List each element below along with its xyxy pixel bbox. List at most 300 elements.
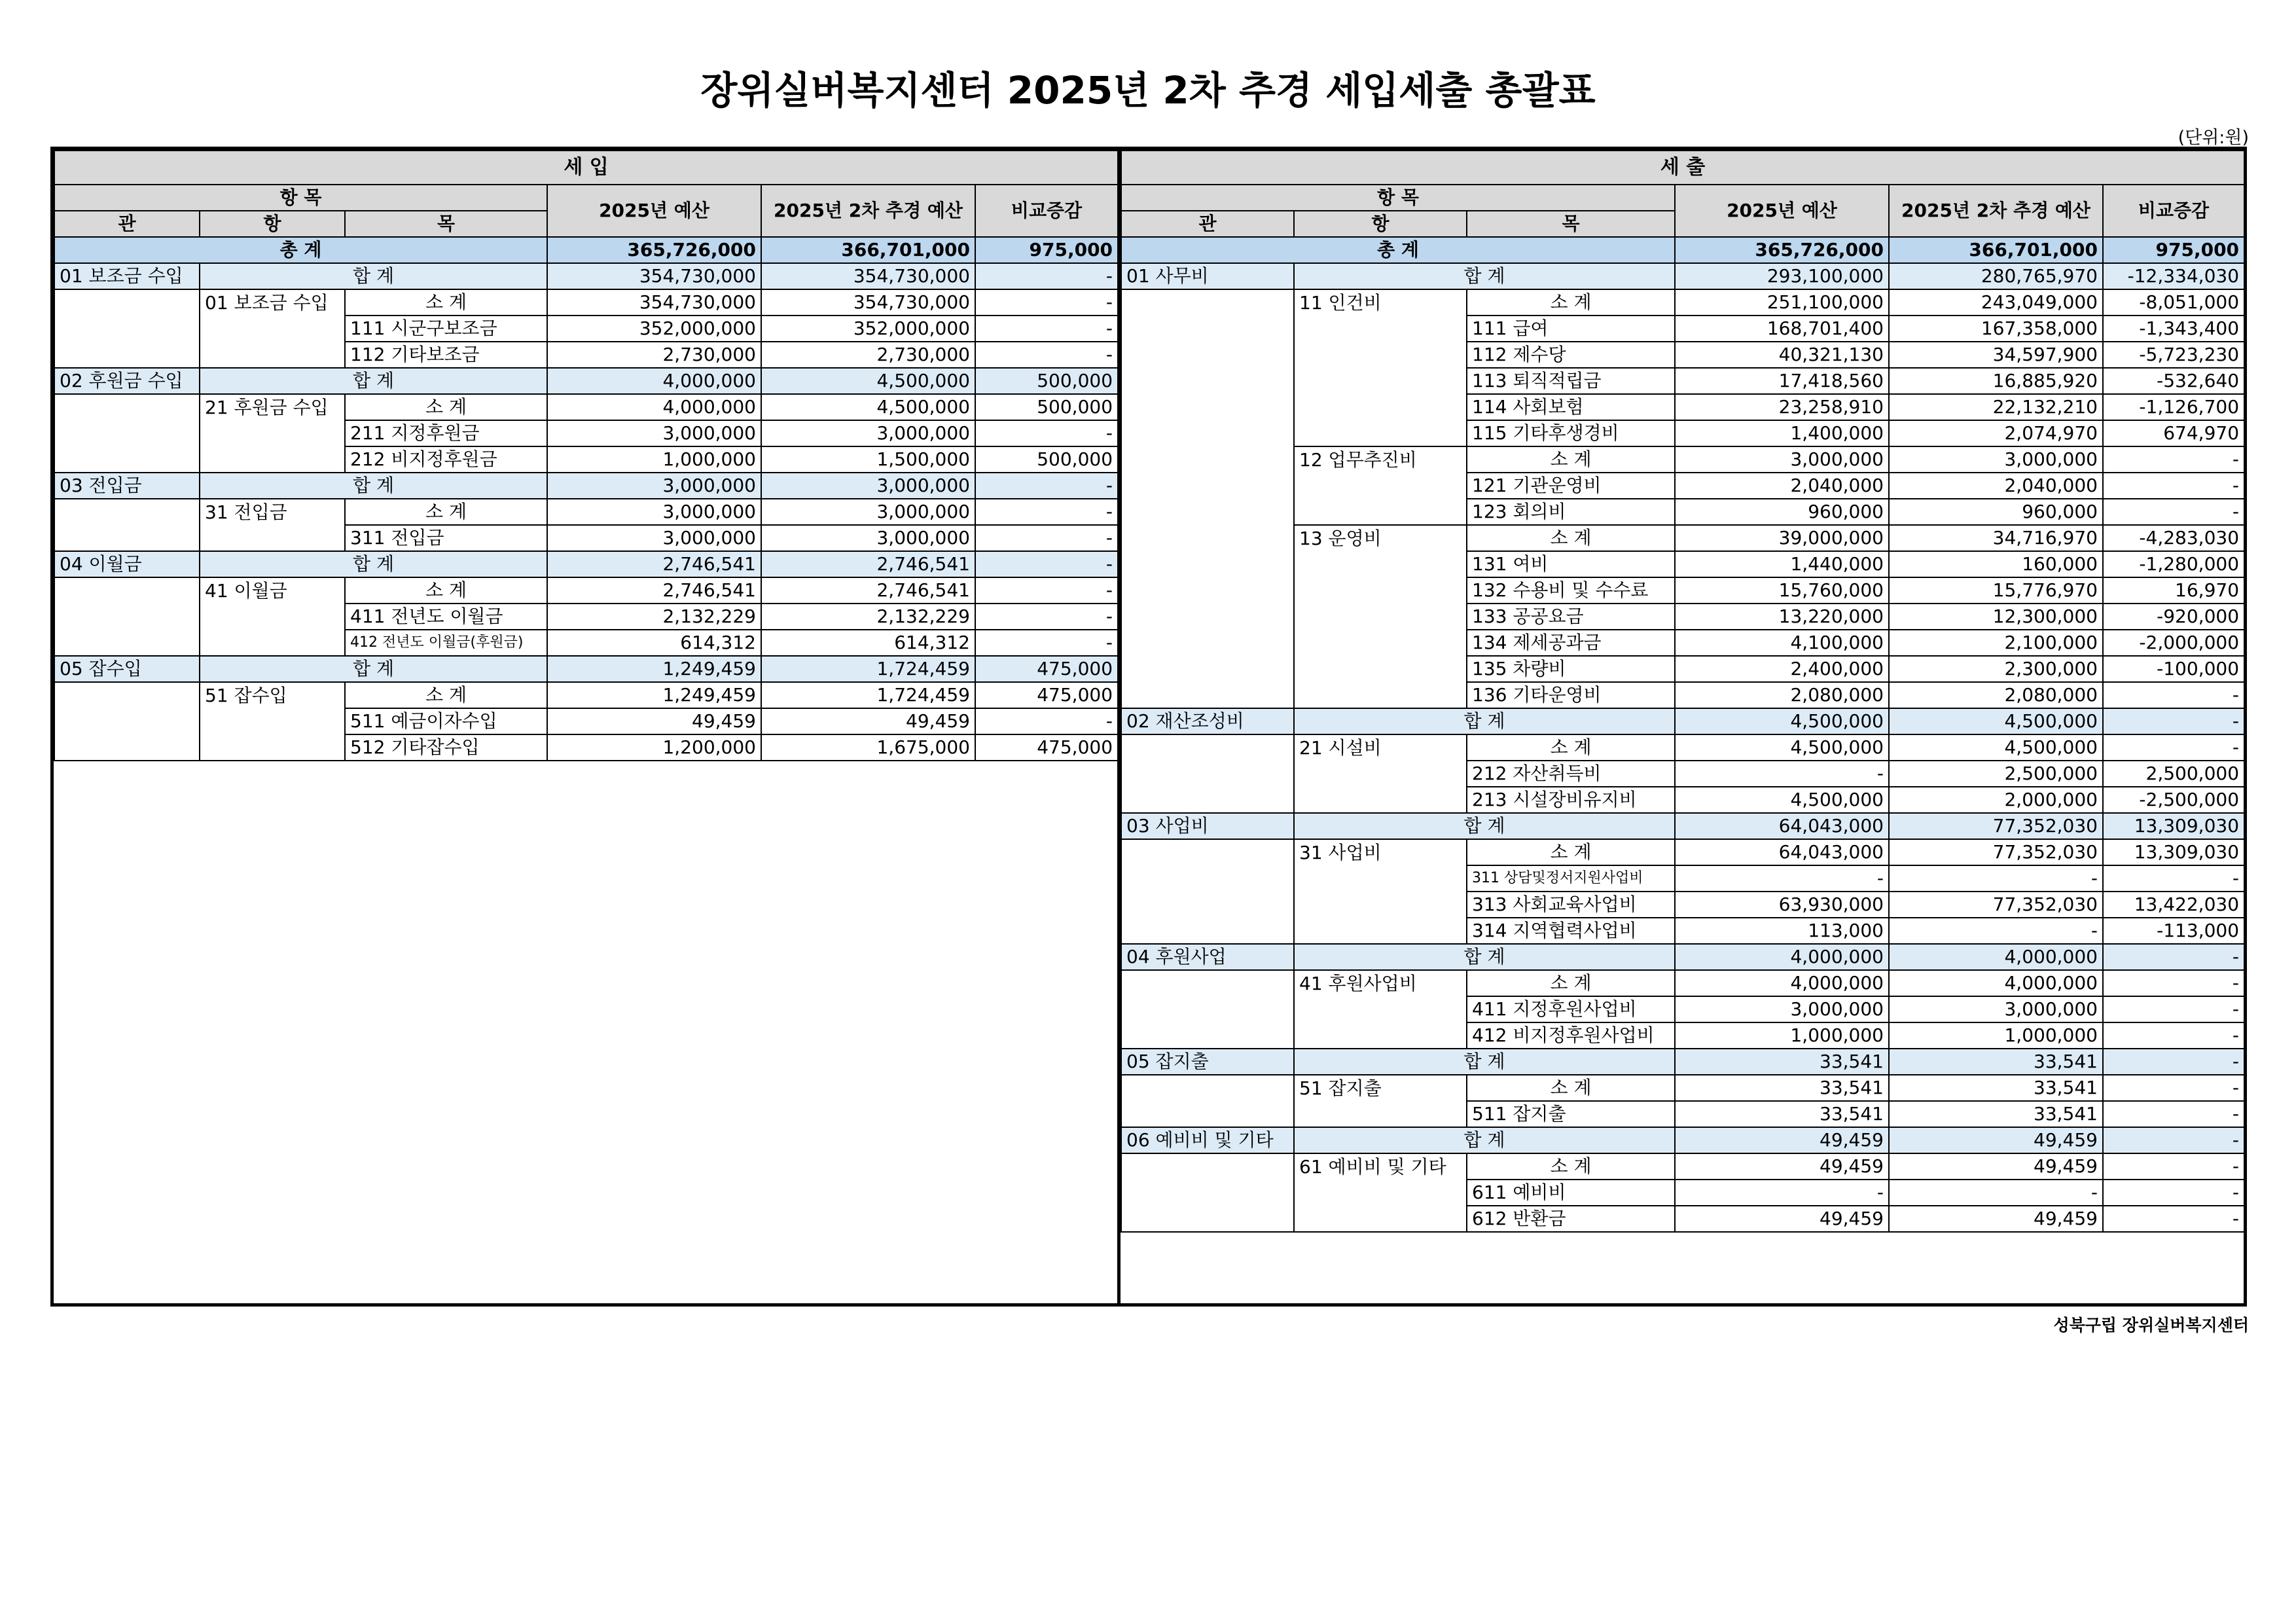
budget-cell: 1,249,459 (547, 682, 761, 708)
sogye-label: 소 계 (1467, 289, 1675, 316)
diff-cell: - (975, 289, 1118, 316)
mok-cell: 511 잡지출 (1467, 1101, 1675, 1127)
budget-cell: - (1675, 1180, 1889, 1206)
diff-cell: -4,283,030 (2103, 525, 2244, 551)
hang-blank-cell (1294, 1180, 1467, 1206)
table-row (54, 316, 1118, 342)
budget-cell: 4,500,000 (1675, 708, 1889, 734)
hapgye-label: 합 계 (1294, 263, 1675, 289)
hang-cell: 51 잡지출 (1294, 1075, 1467, 1101)
revised-cell: 1,000,000 (1889, 1022, 2103, 1049)
budget-cell: 293,100,000 (1675, 263, 1889, 289)
budget-cell: 39,000,000 (1675, 525, 1889, 551)
sogye-label: 소 계 (1467, 734, 1675, 761)
table-row (54, 368, 1118, 394)
mok-cell: 411 전년도 이월금 (345, 604, 547, 630)
gwan-header: 관 (54, 211, 200, 237)
diff-cell: - (975, 525, 1118, 551)
table-row (1121, 316, 2244, 342)
revised-cell: 33,541 (1889, 1101, 2103, 1127)
hang-blank-cell (1294, 342, 1467, 368)
gwan-blank-cell (54, 289, 200, 316)
table-row (1121, 525, 2244, 551)
budget-cell: 1,200,000 (547, 734, 761, 761)
gwan-blank-cell (54, 577, 200, 604)
table-row (54, 394, 1118, 420)
sogye-label: 소 계 (1467, 839, 1675, 865)
table-row (1121, 473, 2244, 499)
revenue-table (54, 150, 1119, 761)
diff-cell: 674,970 (2103, 420, 2244, 446)
total-diff: 975,000 (975, 237, 1118, 263)
table-row (1121, 787, 2244, 813)
diff-cell: -100,000 (2103, 656, 2244, 682)
gwan-blank-cell (1121, 577, 1294, 604)
hapgye-label: 합 계 (200, 551, 547, 577)
budget-cell: 23,258,910 (1675, 394, 1889, 420)
table-row (54, 604, 1118, 630)
diff-cell: - (2103, 1022, 2244, 1049)
table-row (1121, 1180, 2244, 1206)
gwan-blank-cell (54, 604, 200, 630)
sogye-label: 소 계 (1467, 525, 1675, 551)
revised-cell: 243,049,000 (1889, 289, 2103, 316)
revised-cell: - (1889, 865, 2103, 892)
revised-cell: 34,597,900 (1889, 342, 2103, 368)
revised-cell: 2,100,000 (1889, 630, 2103, 656)
budget-cell: 354,730,000 (547, 289, 761, 316)
hapgye-label: 합 계 (1294, 708, 1675, 734)
diff-cell: -920,000 (2103, 604, 2244, 630)
budget-cell: 1,400,000 (1675, 420, 1889, 446)
table-row (54, 577, 1118, 604)
revised-cell: 280,765,970 (1889, 263, 2103, 289)
revised-cell: 1,724,459 (761, 682, 975, 708)
revised-cell: 77,352,030 (1889, 839, 2103, 865)
diff-cell: 475,000 (975, 656, 1118, 682)
mok-cell: 213 시설장비유지비 (1467, 787, 1675, 813)
revised-cell: 2,132,229 (761, 604, 975, 630)
diff-cell: - (2103, 970, 2244, 996)
gwan-blank-cell (54, 342, 200, 368)
page-title: 장위실버복지센터 2025년 2차 추경 세입세출 총괄표 (700, 68, 1596, 113)
diff-cell: -8,051,000 (2103, 289, 2244, 316)
budget-cell: 33,541 (1675, 1049, 1889, 1075)
revised-cell: 3,000,000 (761, 420, 975, 446)
table-row (1121, 499, 2244, 525)
diff-cell: - (2103, 708, 2244, 734)
diff-cell: - (2103, 682, 2244, 708)
diff-cell: - (2103, 499, 2244, 525)
gwan-blank-cell (1121, 787, 1294, 813)
gwan-blank-cell (1121, 839, 1294, 865)
budget-cell: 64,043,000 (1675, 839, 1889, 865)
revised-cell: 354,730,000 (761, 263, 975, 289)
hapgye-label: 합 계 (1294, 944, 1675, 970)
revised-cell: 49,459 (1889, 1206, 2103, 1232)
table-row (1121, 1153, 2244, 1180)
hang-blank-cell (1294, 1206, 1467, 1232)
table-row (1121, 1049, 2244, 1075)
revised-cell: 33,541 (1889, 1075, 2103, 1101)
diff-cell: - (975, 577, 1118, 604)
gwan-cell: 01 사무비 (1121, 263, 1294, 289)
table-row (1121, 420, 2244, 446)
gwan-blank-cell (54, 630, 200, 656)
total-revised: 366,701,000 (761, 237, 975, 263)
hang-blank-cell (200, 525, 345, 551)
diff-cell: -1,343,400 (2103, 316, 2244, 342)
mok-cell: 212 비지정후원금 (345, 446, 547, 473)
hang-blank-cell (1294, 394, 1467, 420)
gwan-blank-cell (54, 420, 200, 446)
gwan-blank-cell (1121, 316, 1294, 342)
table-row (1121, 944, 2244, 970)
hang-cell: 31 전입금 (200, 499, 345, 525)
sogye-label: 소 계 (345, 682, 547, 708)
table-row (1121, 970, 2244, 996)
revised-header: 2025년 2차 추경 예산 (761, 185, 975, 237)
hang-blank-cell (1294, 865, 1467, 892)
diff-cell: 500,000 (975, 394, 1118, 420)
table-row (54, 551, 1118, 577)
hang-blank-cell (200, 342, 345, 368)
revised-cell: 49,459 (761, 708, 975, 734)
budget-cell: 3,000,000 (547, 473, 761, 499)
hang-blank-cell (1294, 368, 1467, 394)
revised-cell: 614,312 (761, 630, 975, 656)
diff-cell: 13,309,030 (2103, 839, 2244, 865)
table-row (54, 630, 1118, 656)
hapgye-label: 합 계 (200, 263, 547, 289)
revised-cell: 33,541 (1889, 1049, 2103, 1075)
revenue-section-header: 세 입 (54, 151, 1118, 185)
hang-header: 항 (200, 211, 345, 237)
revised-cell: 2,080,000 (1889, 682, 2103, 708)
table-row (1121, 577, 2244, 604)
revised-cell: 354,730,000 (761, 289, 975, 316)
hang-blank-cell (1294, 551, 1467, 577)
gwan-blank-cell (1121, 1101, 1294, 1127)
budget-cell: 49,459 (1675, 1206, 1889, 1232)
table-row (1121, 1022, 2244, 1049)
gwan-blank-cell (1121, 682, 1294, 708)
diff-cell: - (2103, 1206, 2244, 1232)
mok-cell: 123 회의비 (1467, 499, 1675, 525)
gwan-cell: 02 후원금 수입 (54, 368, 200, 394)
diff-cell: -5,723,230 (2103, 342, 2244, 368)
table-row (1121, 1101, 2244, 1127)
budget-cell: 4,100,000 (1675, 630, 1889, 656)
mok-cell: 313 사회교육사업비 (1467, 892, 1675, 918)
hang-blank-cell (200, 630, 345, 656)
hapgye-label: 합 계 (200, 473, 547, 499)
diff-cell: -1,280,000 (2103, 551, 2244, 577)
unit-label: (단위:원) (2178, 128, 2249, 148)
hang-cell: 41 후원사업비 (1294, 970, 1467, 996)
hang-blank-cell (1294, 996, 1467, 1022)
diff-cell: -2,500,000 (2103, 787, 2244, 813)
mok-cell: 314 지역협력사업비 (1467, 918, 1675, 944)
budget-cell: 614,312 (547, 630, 761, 656)
budget-cell: 1,000,000 (1675, 1022, 1889, 1049)
table-row (1121, 551, 2244, 577)
budget-cell: 3,000,000 (547, 525, 761, 551)
item-header: 항 목 (54, 185, 547, 211)
total-budget: 365,726,000 (547, 237, 761, 263)
hang-blank-cell (1294, 604, 1467, 630)
gwan-blank-cell (1121, 473, 1294, 499)
budget-header: 2025년 예산 (1675, 185, 1889, 237)
expense-section-header: 세 출 (1121, 151, 2244, 185)
gwan-cell: 01 보조금 수입 (54, 263, 200, 289)
gwan-blank-cell (1121, 734, 1294, 761)
table-row (1121, 1075, 2244, 1101)
gwan-blank-cell (1121, 551, 1294, 577)
mok-cell: 136 기타운영비 (1467, 682, 1675, 708)
revised-cell: 4,000,000 (1889, 944, 2103, 970)
budget-cell: 3,000,000 (1675, 996, 1889, 1022)
sogye-label: 소 계 (1467, 446, 1675, 473)
item-header: 항 목 (1121, 185, 1675, 211)
mok-cell: 111 시군구보조금 (345, 316, 547, 342)
mok-cell: 134 제세공과금 (1467, 630, 1675, 656)
revised-cell: 3,000,000 (761, 525, 975, 551)
total-label: 총 계 (1121, 237, 1675, 263)
diff-cell: - (975, 630, 1118, 656)
diff-cell: 2,500,000 (2103, 761, 2244, 787)
diff-cell: - (2103, 996, 2244, 1022)
sogye-label: 소 계 (345, 577, 547, 604)
gwan-blank-cell (54, 316, 200, 342)
diff-cell: - (975, 263, 1118, 289)
gwan-blank-cell (1121, 1153, 1294, 1180)
hapgye-label: 합 계 (1294, 1127, 1675, 1153)
table-row (1121, 734, 2244, 761)
budget-cell: 2,730,000 (547, 342, 761, 368)
budget-cell: 3,000,000 (547, 499, 761, 525)
hang-cell: 21 후원금 수입 (200, 394, 345, 420)
budget-header: 2025년 예산 (547, 185, 761, 237)
diff-cell: - (2103, 1101, 2244, 1127)
gwan-blank-cell (1121, 289, 1294, 316)
hang-blank-cell (200, 604, 345, 630)
diff-cell: 13,422,030 (2103, 892, 2244, 918)
diff-cell: -2,000,000 (2103, 630, 2244, 656)
mok-cell: 111 급여 (1467, 316, 1675, 342)
hang-blank-cell (1294, 577, 1467, 604)
budget-cell: 354,730,000 (547, 263, 761, 289)
gwan-cell: 05 잡지출 (1121, 1049, 1294, 1075)
table-row (1121, 263, 2244, 289)
revised-cell: 4,500,000 (1889, 708, 2103, 734)
gwan-blank-cell (1121, 656, 1294, 682)
table-row (1121, 839, 2244, 865)
mok-cell: 132 수용비 및 수수료 (1467, 577, 1675, 604)
gwan-blank-cell (54, 734, 200, 761)
hang-blank-cell (200, 708, 345, 734)
revised-cell: 3,000,000 (761, 499, 975, 525)
mok-cell: 311 상담및정서지원사업비 (1467, 865, 1675, 892)
diff-cell: -113,000 (2103, 918, 2244, 944)
mok-header: 목 (345, 211, 547, 237)
gwan-blank-cell (1121, 1022, 1294, 1049)
budget-cell: 2,746,541 (547, 551, 761, 577)
hang-cell: 13 운영비 (1294, 525, 1467, 551)
revised-cell: 16,885,920 (1889, 368, 2103, 394)
table-row (1121, 604, 2244, 630)
mok-cell: 612 반환금 (1467, 1206, 1675, 1232)
revised-cell: 3,000,000 (761, 473, 975, 499)
hang-cell: 01 보조금 수입 (200, 289, 345, 316)
hang-blank-cell (1294, 656, 1467, 682)
gwan-blank-cell (1121, 970, 1294, 996)
gwan-blank-cell (1121, 499, 1294, 525)
revised-cell: 77,352,030 (1889, 813, 2103, 839)
diff-cell: 475,000 (975, 682, 1118, 708)
mok-cell: 411 지정후원사업비 (1467, 996, 1675, 1022)
budget-cell: 49,459 (1675, 1127, 1889, 1153)
diff-cell: - (2103, 865, 2244, 892)
revised-cell: 4,000,000 (1889, 970, 2103, 996)
revised-cell: 2,746,541 (761, 551, 975, 577)
hang-cell: 51 잡수입 (200, 682, 345, 708)
revised-cell: 2,074,970 (1889, 420, 2103, 446)
budget-cell: 13,220,000 (1675, 604, 1889, 630)
mok-cell: 114 사회보험 (1467, 394, 1675, 420)
table-row (1121, 865, 2244, 892)
mok-cell: 412 비지정후원사업비 (1467, 1022, 1675, 1049)
revised-cell: 34,716,970 (1889, 525, 2103, 551)
revised-cell: 12,300,000 (1889, 604, 2103, 630)
diff-cell: - (2103, 944, 2244, 970)
sogye-label: 소 계 (1467, 970, 1675, 996)
diff-cell: -532,640 (2103, 368, 2244, 394)
budget-cell: 3,000,000 (1675, 446, 1889, 473)
diff-cell: 475,000 (975, 734, 1118, 761)
hang-blank-cell (1294, 316, 1467, 342)
table-row (1121, 761, 2244, 787)
hapgye-label: 합 계 (1294, 813, 1675, 839)
budget-cell: 4,000,000 (1675, 944, 1889, 970)
budget-cell: 2,746,541 (547, 577, 761, 604)
gwan-blank-cell (1121, 865, 1294, 892)
diff-cell: - (2103, 1127, 2244, 1153)
gwan-header: 관 (1121, 211, 1294, 237)
budget-cell: 33,541 (1675, 1075, 1889, 1101)
budget-cell: 352,000,000 (547, 316, 761, 342)
table-row (1121, 892, 2244, 918)
expense-table (1121, 150, 2245, 1233)
budget-cell: 4,000,000 (547, 394, 761, 420)
table-row (1121, 1127, 2244, 1153)
revised-cell: 4,500,000 (1889, 734, 2103, 761)
hang-blank-cell (1294, 473, 1467, 499)
gwan-cell: 03 사업비 (1121, 813, 1294, 839)
hang-cell: 61 예비비 및 기타 (1294, 1153, 1467, 1180)
total-diff: 975,000 (2103, 237, 2244, 263)
budget-cell: 4,000,000 (547, 368, 761, 394)
diff-header: 비교증감 (975, 185, 1118, 237)
table-row (1121, 918, 2244, 944)
diff-cell: - (2103, 446, 2244, 473)
mok-cell: 212 자산취득비 (1467, 761, 1675, 787)
hang-blank-cell (1294, 761, 1467, 787)
table-row (1121, 394, 2244, 420)
revised-cell: 15,776,970 (1889, 577, 2103, 604)
revised-cell: 1,675,000 (761, 734, 975, 761)
revised-cell: 2,000,000 (1889, 787, 2103, 813)
revised-cell: 2,746,541 (761, 577, 975, 604)
diff-cell: -1,126,700 (2103, 394, 2244, 420)
revised-cell: - (1889, 1180, 2103, 1206)
hang-cell: 11 인건비 (1294, 289, 1467, 316)
mok-cell: 511 예금이자수입 (345, 708, 547, 734)
hapgye-label: 합 계 (1294, 1049, 1675, 1075)
revised-cell: 2,500,000 (1889, 761, 2103, 787)
gwan-blank-cell (1121, 446, 1294, 473)
gwan-blank-cell (1121, 1206, 1294, 1232)
budget-cell: 64,043,000 (1675, 813, 1889, 839)
gwan-cell: 04 이월금 (54, 551, 200, 577)
table-row (54, 682, 1118, 708)
gwan-blank-cell (1121, 420, 1294, 446)
mok-cell: 131 여비 (1467, 551, 1675, 577)
table-row (54, 656, 1118, 682)
table-row (1121, 682, 2244, 708)
budget-cell: 63,930,000 (1675, 892, 1889, 918)
table-row (54, 263, 1118, 289)
mok-cell: 112 제수당 (1467, 342, 1675, 368)
hang-cell: 41 이월금 (200, 577, 345, 604)
hapgye-label: 합 계 (200, 368, 547, 394)
diff-cell: - (975, 473, 1118, 499)
mok-cell: 115 기타후생경비 (1467, 420, 1675, 446)
diff-cell: - (975, 708, 1118, 734)
revised-cell: 77,352,030 (1889, 892, 2103, 918)
total-budget: 365,726,000 (1675, 237, 1889, 263)
revised-cell: 167,358,000 (1889, 316, 2103, 342)
mok-cell: 611 예비비 (1467, 1180, 1675, 1206)
hang-blank-cell (1294, 892, 1467, 918)
revised-cell: 49,459 (1889, 1153, 2103, 1180)
mok-cell: 133 공공요금 (1467, 604, 1675, 630)
diff-cell: - (975, 316, 1118, 342)
table-row (54, 342, 1118, 368)
revised-cell: 49,459 (1889, 1127, 2103, 1153)
revised-cell: 160,000 (1889, 551, 2103, 577)
table-row (1121, 289, 2244, 316)
gwan-blank-cell (1121, 761, 1294, 787)
budget-cell: 4,500,000 (1675, 734, 1889, 761)
revised-cell: 2,300,000 (1889, 656, 2103, 682)
diff-cell: - (2103, 1075, 2244, 1101)
mok-header: 목 (1467, 211, 1675, 237)
gwan-blank-cell (54, 682, 200, 708)
hang-blank-cell (200, 734, 345, 761)
diff-header: 비교증감 (2103, 185, 2244, 237)
hang-cell: 31 사업비 (1294, 839, 1467, 865)
gwan-blank-cell (54, 525, 200, 551)
table-row (1121, 446, 2244, 473)
hang-blank-cell (1294, 787, 1467, 813)
revised-cell: 3,000,000 (1889, 996, 2103, 1022)
budget-cell: 40,321,130 (1675, 342, 1889, 368)
sogye-label: 소 계 (345, 499, 547, 525)
total-label: 총 계 (54, 237, 547, 263)
table-row (1121, 996, 2244, 1022)
gwan-cell: 06 예비비 및 기타 (1121, 1127, 1294, 1153)
